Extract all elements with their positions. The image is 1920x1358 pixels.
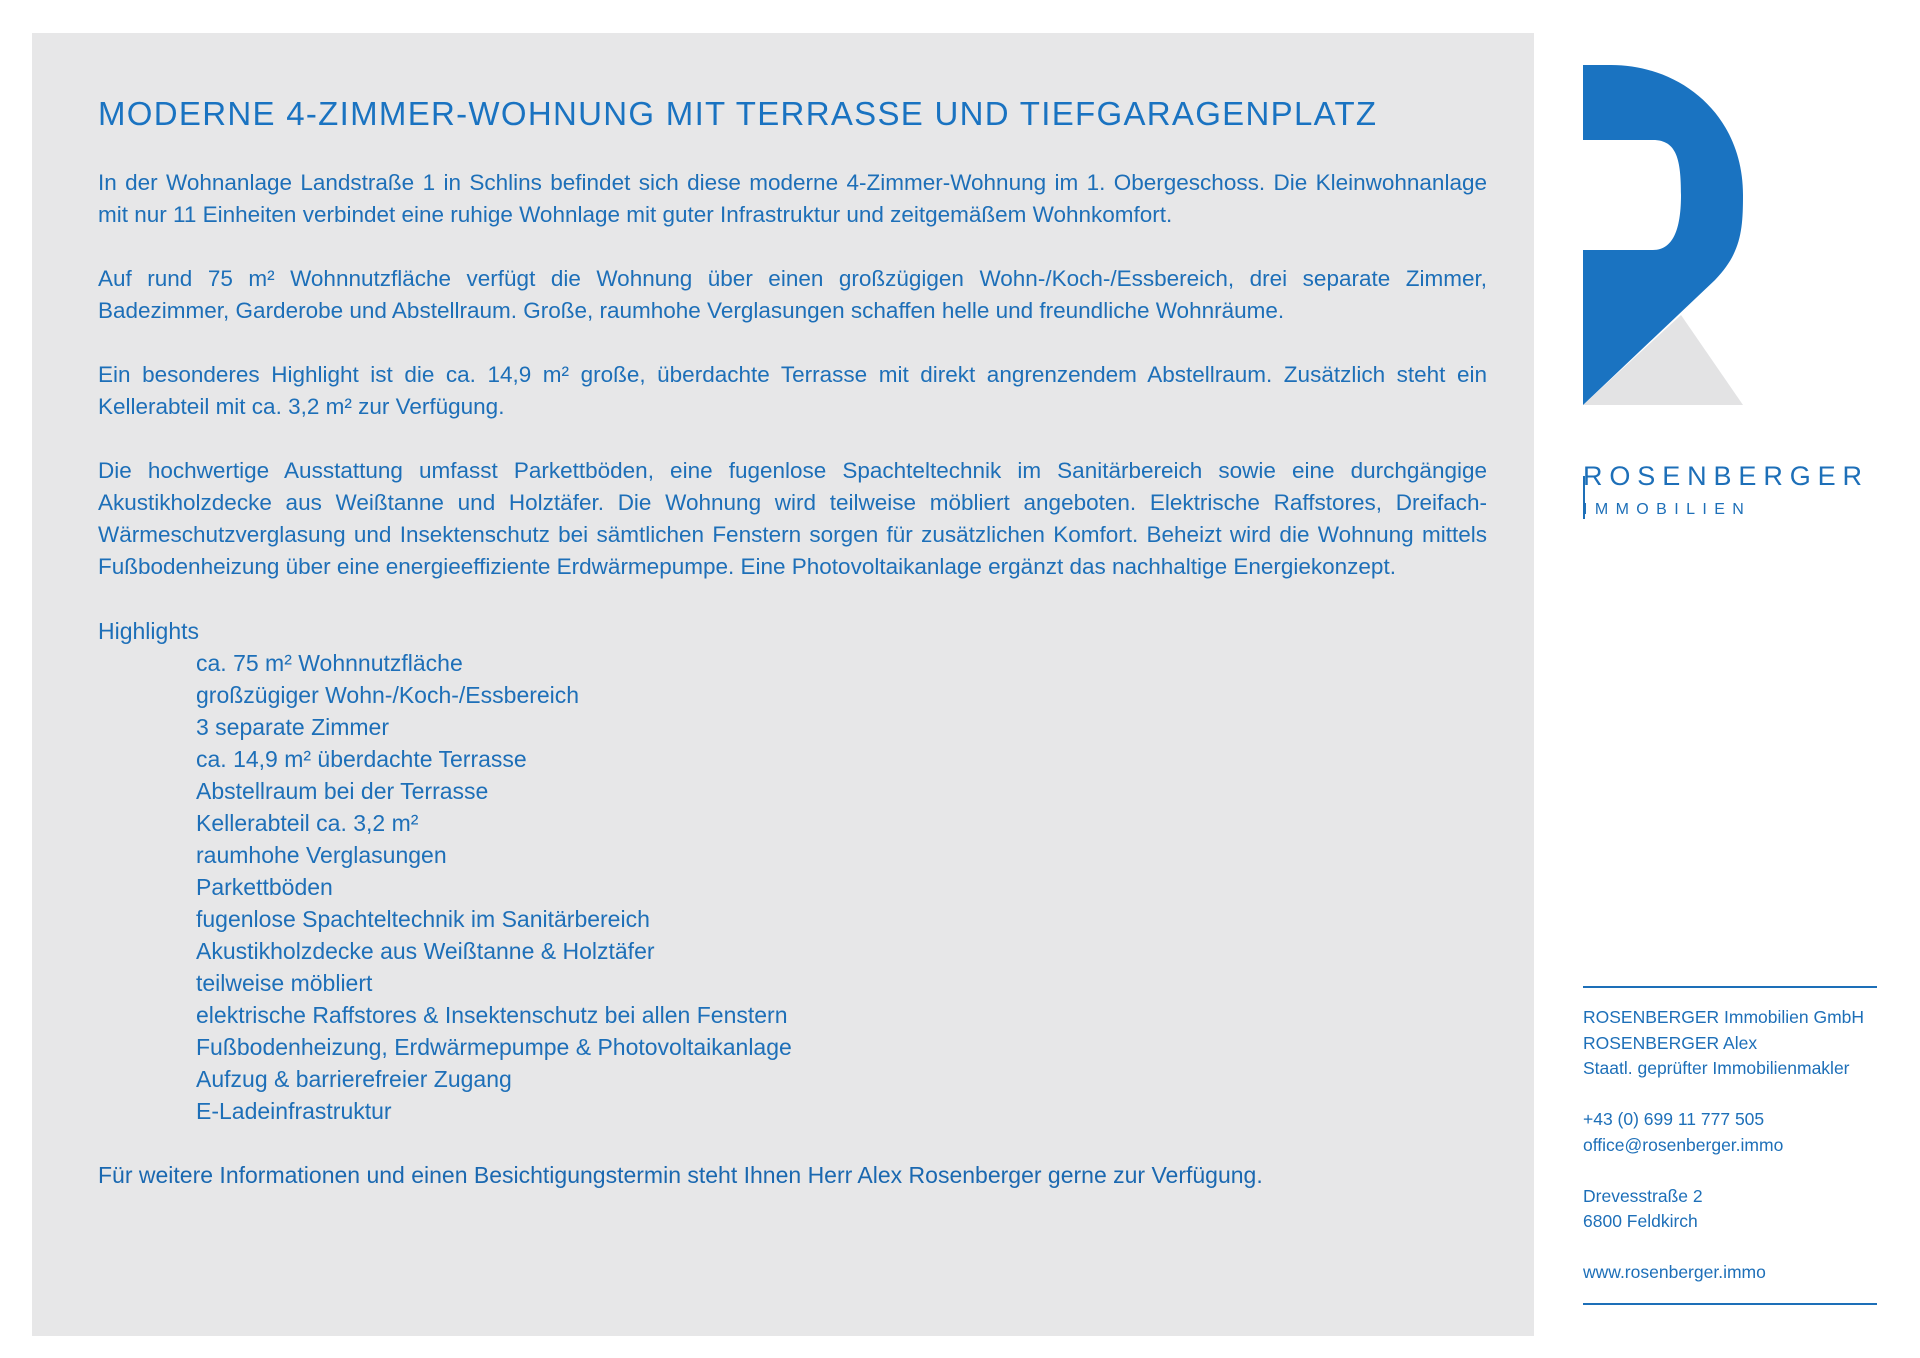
highlight-item: Parkettböden xyxy=(196,874,333,900)
contact-email-link[interactable]: office@rosenberger.immo xyxy=(1583,1134,1784,1155)
description-paragraph: Ein besonderes Highlight ist die ca. 14,9 m² große, überdachte Terrasse mit direkt angrenzendem Abstellraum. Zusätzlich steht ein Kellerabteil mit ca. 3,2 m² zur Verfügung. xyxy=(98,362,1487,419)
highlight-item: elektrische Raffstores & Insektenschutz bei allen Fenstern xyxy=(196,1002,788,1028)
highlight-item: ca. 75 m² Wohnnutzfläche xyxy=(196,650,463,676)
closing-statement: Für weitere Informationen und einen Besichtigungstermin steht Ihnen Herr Alex Rosenberger gerne zur Verfügung. xyxy=(98,1162,1263,1188)
listing-title: MODERNE 4-ZIMMER-WOHNUNG MIT TERRASSE UND TIEFGARAGENPLATZ xyxy=(98,95,1378,132)
brand-subtitle: IMMOBILIEN xyxy=(1583,501,1752,518)
highlight-item: raumhohe Verglasungen xyxy=(196,842,447,868)
contact-company: ROSENBERGER Immobilien GmbH xyxy=(1583,1007,1865,1027)
contact-block xyxy=(1583,1005,1903,1286)
contact-phone[interactable]: +43 (0) 699 11 777 505 xyxy=(1583,1109,1765,1129)
contact-spacer xyxy=(1583,1235,1903,1261)
description-paragraph: In der Wohnanlage Landstraße 1 in Schlins befindet sich diese moderne 4-Zimmer-Wohnung im 1. Obergeschoss. Die Kleinwohnanlage mit nur 11 Einheiten verbindet eine ruhige Wohnlage mit guter Infrastruktur und zeitgemäßem Wohnkomfort. xyxy=(98,170,1487,227)
highlight-item: Akustikholzdecke aus Weißtanne & Holztäfer xyxy=(196,938,655,964)
highlight-item: 3 separate Zimmer xyxy=(196,714,390,740)
contact-bottom-rule xyxy=(1583,1303,1877,1305)
contact-top-rule xyxy=(1583,986,1877,988)
contact-spacer xyxy=(1583,1082,1903,1108)
highlights-list xyxy=(98,647,1487,1127)
rosenberger-r-logo-icon xyxy=(1583,65,1743,405)
contact-person: ROSENBERGER Alex xyxy=(1583,1032,1758,1053)
listing-content xyxy=(98,93,1487,1191)
contact-spacer xyxy=(1583,1158,1903,1184)
brand-name: ROSENBERGER xyxy=(1583,461,1869,491)
highlight-item: teilweise möbliert xyxy=(196,970,373,996)
highlight-item: ca. 14,9 m² überdachte Terrasse xyxy=(196,746,527,772)
highlight-item: Abstellraum bei der Terrasse xyxy=(196,778,489,804)
highlight-item: E-Ladeinfrastruktur xyxy=(196,1098,392,1124)
highlight-item: großzügiger Wohn-/Koch-/Essbereich xyxy=(196,682,580,708)
contact-website-link[interactable]: www.rosenberger.immo xyxy=(1583,1262,1766,1282)
description-paragraph: Die hochwertige Ausstattung umfasst Parkettböden, eine fugenlose Spachteltechnik im Sanitärbereich sowie eine durchgängige Akustikholzdecke aus Weißtanne und Holztäfer. Die Wohnung wird teilweise möbliert angeboten. Elektrische Raffstores, Dreifach-Wärmeschutzverglasung und Insektenschutz bei sämtlichen Fenstern sorgen für zusätzlichen Komfort. Beheizt wird die Wohnung mittels Fußbodenheizung über eine energieeffiziente Erdwärmepumpe. Eine Photovoltaikanlage ergänzt das nachhaltige Energiekonzept. xyxy=(98,458,1487,579)
highlight-item: Aufzug & barrierefreier Zugang xyxy=(196,1066,512,1092)
highlights-heading: Highlights xyxy=(98,618,199,644)
contact-role: Staatl. geprüfter Immobilienmakler xyxy=(1583,1058,1850,1078)
main-content-panel xyxy=(32,33,1534,1336)
description-paragraph: Auf rund 75 m² Wohnnutzfläche verfügt die Wohnung über einen großzügigen Wohn-/Koch-/Essbereich, drei separate Zimmer, Badezimmer, Garderobe und Abstellraum. Große, raumhohe Verglasungen schaffen helle und freundliche Wohnräume. xyxy=(98,266,1487,323)
highlight-item: fugenlose Spachteltechnik im Sanitärbereich xyxy=(196,906,650,932)
highlight-item: Fußbodenheizung, Erdwärmepumpe & Photovoltaikanlage xyxy=(196,1034,792,1060)
contact-city: 6800 Feldkirch xyxy=(1583,1211,1698,1231)
highlight-item: Kellerabteil ca. 3,2 m² xyxy=(196,810,419,836)
contact-street: Drevesstraße 2 xyxy=(1583,1185,1703,1206)
